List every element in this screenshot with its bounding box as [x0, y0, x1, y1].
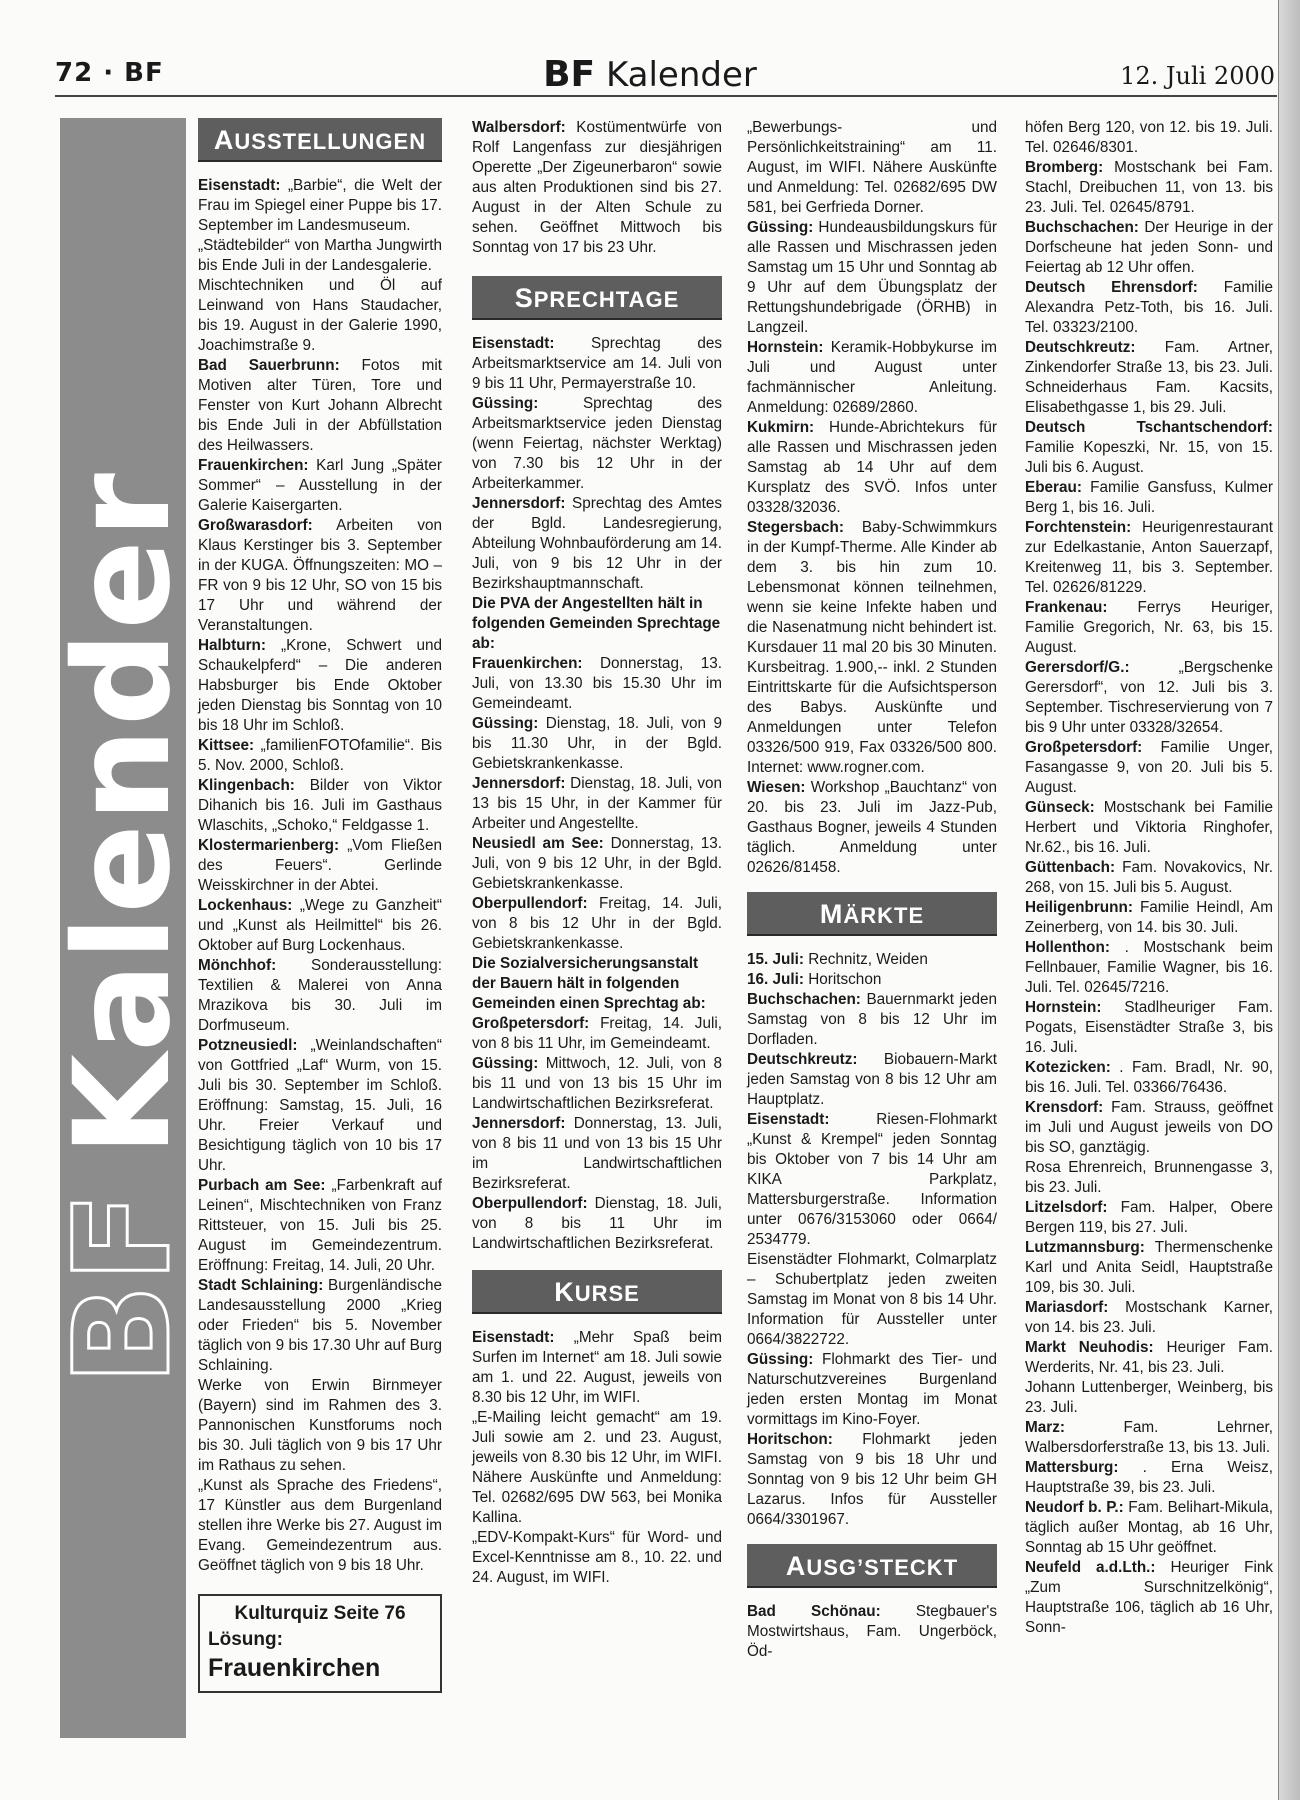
entry-text: Baby-Schwimmkurs in der Kumpf-Therme. Alle Kinder ab dem 3. bis hin zum 10. Lebensmonat können teilnehmen, wenn sie keine Infekte haben und die Nasenatmung nicht behindert ist. Kursdauer 11 mal 20 bis 30 Minuten. Kursbeitrag. 1.900,-- inkl. 2 Stunden Eintrittskarte für die Aufsichtsperson des Babys. Auskünfte und Anmeldungen unter Telefon 03326/500 919, Fax 03326/500 800. Internet: www.rogner.com. [747, 519, 997, 776]
entry-location: Oberpullendorf: [472, 1195, 588, 1212]
entry-text: Hundeausbildungskurs für alle Rassen und Mischrassen jeden Samstag um 15 Uhr und Sonntag ab 9 Uhr auf dem Übungsplatz der Rettungshundebrigade (ÖRHB) in Langzeil. [747, 219, 997, 336]
calendar-entry [747, 970, 997, 990]
entry-text: Familie Gansfuss, Kulmer Berg 1, bis 16. Juli. [1025, 479, 1273, 516]
calendar-entry [472, 1054, 722, 1114]
issue-date: 12. Juli 2000 [1120, 62, 1275, 90]
calendar-entry [472, 894, 722, 954]
entries-sprechtage [472, 334, 722, 594]
entry-location: 16. Juli: [747, 971, 804, 988]
calendar-entry [198, 776, 442, 836]
calendar-entry [1025, 598, 1273, 658]
calendar-entry [747, 218, 997, 338]
calendar-entry [198, 236, 442, 276]
entry-text: Mostschank bei Fam. Stachl, Dreibuchen 11, von 13. bis 23. Juli. Tel. 02645/8791. [1025, 159, 1273, 216]
sidebar-banner [46, 118, 200, 1738]
pva-heading: Die PVA der Angestellten hält in folgenden Gemeinden Sprechtage ab: [472, 595, 721, 652]
calendar-entry [1025, 1198, 1273, 1238]
calendar-entry [198, 456, 442, 516]
quiz-answer: Frauenkirchen [208, 1654, 381, 1682]
entry-location: Kukmirn: [747, 419, 815, 436]
entries-ausstellungen [198, 176, 442, 1576]
entry-text: „Vom Fließen des Feuers“. Gerlinde Weisskirchner in der Abtei. [198, 837, 442, 894]
calendar-entry [198, 356, 442, 456]
calendar-entry [1025, 738, 1273, 798]
calendar-entry [198, 1376, 442, 1476]
entry-text: Horitschon [803, 971, 882, 988]
calendar-entry [1025, 1158, 1273, 1198]
entry-location: Eisenstadt: [198, 177, 281, 194]
calendar-entry [1025, 858, 1273, 898]
entry-location: Großpetersdorf: [472, 1015, 590, 1032]
entry-text: Fotos mit Motiven alter Türen, Tore und Fenster von Kurt Johann Albrecht bis Ende Juli in der Abfüllstation des Heilwassers. [198, 357, 442, 454]
sidebar-vertical-title [46, 471, 200, 1385]
entry-text: Sonderausstellung: Textilien & Malerei von Anna Mrazikova bis 30. Juli im Dorfmuseum. [198, 957, 442, 1034]
entry-text: Fam. Lehrner, Walbersdorferstraße 13, bis 13. Juli. [1025, 1419, 1273, 1456]
calendar-entry [1025, 1298, 1273, 1338]
entry-location: Klostermarienberg: [198, 837, 340, 854]
entries-kurse [472, 1328, 722, 1588]
section-kurse: KURSE [472, 1270, 722, 1314]
calendar-entry [747, 990, 997, 1050]
entry-text: Burgenländische Landesausstellung 2000 „Krieg oder Frieden“ bis 5. November täglich von 9 bis 17.30 Uhr auf Burg Schlaining. [198, 1277, 442, 1374]
entry-location: Großpetersdorf: [1025, 739, 1143, 756]
calendar-entry [1025, 1558, 1273, 1638]
entry-text: „EDV-Kompakt-Kurs“ für Word- und Excel-Kenntnisse am 8., 10. 22. und 24. August, im WIFI. [472, 1529, 722, 1586]
calendar-entry [1025, 798, 1273, 858]
calendar-entry [1025, 518, 1273, 598]
entry-text: Heuriger Fink „Zum Surschnitzelkönig“, Hauptstraße 106, täglich ab 16 Uhr, Sonn- [1025, 1559, 1273, 1636]
calendar-entry [472, 774, 722, 834]
entry-text: Sprechtag des Arbeitsmarktservice am 14. Juli von 9 bis 11 Uhr, Permayerstraße 10. [472, 335, 722, 392]
entry-location: Marz: [1025, 1419, 1065, 1436]
entry-text: Mittwoch, 12. Juli, von 8 bis 11 und von 13 bis 15 Uhr im Landwirtschaftlichen Bezirksreferat. [472, 1055, 722, 1112]
calendar-entry [198, 736, 442, 776]
entry-text: Freitag, 14. Juli, von 8 bis 12 Uhr in der Bgld. Gebietskrankenkasse. [472, 895, 722, 952]
entry-location: Krensdorf: [1025, 1099, 1104, 1116]
entry-location: Neufeld a.d.Lth.: [1025, 1559, 1156, 1576]
entry-location: Neudorf b. P.: [1025, 1499, 1124, 1516]
entry-text: Familie Alexandra Petz-Toth, bis 16. Juli. Tel. 03323/2100. [1025, 279, 1273, 336]
calendar-entry [1025, 418, 1273, 478]
entry-location: Güssing: [472, 1055, 539, 1072]
entries-svb [472, 1014, 722, 1254]
entry-text: Rechnitz, Weiden [803, 951, 928, 968]
entry-location: Frankenau: [1025, 599, 1108, 616]
calendar-entry [1025, 1458, 1273, 1498]
entry-location: Buchschachen: [1025, 219, 1139, 236]
page-binding-edge [1278, 0, 1300, 1800]
entry-text: „Wege zu Ganzheit“ und „Kunst als Heilmittel“ bis 26. Oktober auf Burg Lockenhaus. [198, 897, 442, 954]
entry-text: höfen Berg 120, von 12. bis 19. Juli. Tel. 02646/8301. [1025, 119, 1273, 156]
calendar-entry [198, 1476, 442, 1576]
calendar-entry [198, 956, 442, 1036]
entry-location: Purbach am See: [198, 1177, 326, 1194]
calendar-entry [198, 176, 442, 236]
calendar-entry [472, 1194, 722, 1254]
entry-location: Hollenthon: [1025, 939, 1110, 956]
entries-pva [472, 654, 722, 954]
entry-text: Thermenschenke Karl und Anita Seidl, Hauptstraße 109, bis 30. Juli. [1025, 1239, 1273, 1296]
column-3 [747, 118, 997, 1662]
entry-text: Biobauern-Markt jeden Samstag von 8 bis 12 Uhr am Hauptplatz. [747, 1051, 997, 1108]
calendar-entry [1025, 118, 1273, 158]
calendar-entry [1025, 898, 1273, 938]
entry-location: Deutschkreutz: [747, 1051, 858, 1068]
calendar-entry [198, 1176, 442, 1276]
entry-location: Heiligenbrunn: [1025, 899, 1133, 916]
entry-text: Dienstag, 18. Juli, von 9 bis 11.30 Uhr, in der Bgld. Gebietskrankenkasse. [472, 715, 722, 772]
entry-text: Kostümentwürfe von Rolf Langenfass zur diesjährigen Operette „Der Zigeunerbaron“ sowie aus alten Produktionen sind bis 27. August in der Alten Schule zu sehen. Geöffnet Mittwoch bis Sonntag von 17 bis 23 Uhr. [472, 119, 722, 256]
entry-text: Fam. Novakovics, Nr. 268, von 15. Juli bis 5. August. [1025, 859, 1273, 896]
entry-location: Wiesen: [747, 779, 806, 796]
entry-location: Gerersdorf/G.: [1025, 659, 1130, 676]
entry-text: . Erna Weisz, Hauptstraße 39, bis 23. Juli. [1025, 1459, 1273, 1496]
entry-location: Litzelsdorf: [1025, 1199, 1108, 1216]
page-header [0, 0, 1300, 100]
entry-text: Bauernmarkt jeden Samstag von 8 bis 12 Uhr im Dorfladen. [747, 991, 997, 1048]
entry-location: Großwarasdorf: [198, 517, 313, 534]
entry-location: Eisenstadt: [472, 1329, 555, 1346]
calendar-entry [198, 516, 442, 636]
entry-location: Kotezicken: [1025, 1059, 1111, 1076]
calendar-entry [747, 118, 997, 218]
calendar-entry [472, 118, 722, 258]
entry-text: Familie Heindl, Am Zeinerberg, von 14. bis 30. Juli. [1025, 899, 1273, 936]
entries-walbersdorf [472, 118, 722, 258]
entry-text: Workshop „Bauchtanz“ von 20. bis 23. Juli im Jazz-Pub, Gasthaus Bogner, jeweils 4 Stunden täglich. Anmeldung unter 02626/81458. [747, 779, 997, 876]
entry-location: Deutsch Tschantschendorf: [1025, 419, 1273, 436]
calendar-entry [747, 1350, 997, 1430]
calendar-entry [747, 1602, 997, 1662]
page-number: 72 · BF [55, 58, 164, 88]
calendar-entry [747, 1110, 997, 1250]
entry-text: Heuriger Fam. Werderits, Nr. 41, bis 23. Juli. [1025, 1339, 1273, 1376]
column-2 [472, 118, 722, 1588]
calendar-entry [1025, 338, 1273, 418]
entry-location: Oberpullendorf: [472, 895, 588, 912]
calendar-entry [472, 654, 722, 714]
entry-location: Kittsee: [198, 737, 255, 754]
entry-text: . Fam. Bradl, Nr. 90, bis 16. Juli. Tel. 03366/76436. [1025, 1059, 1273, 1096]
entry-location: Güssing: [472, 395, 539, 412]
calendar-entry [1025, 1098, 1273, 1158]
entry-location: Klingenbach: [198, 777, 295, 794]
entry-location: Frauenkirchen: [472, 655, 583, 672]
entry-text: Eisenstädter Flohmarkt, Colmarplatz – Schubertplatz jeden zweiten Samstag im Monat von 8 bis 14 Uhr. Information für Aussteller unter 0664/3822722. [747, 1251, 997, 1348]
entry-location: Eisenstadt: [472, 335, 555, 352]
entry-text: Heurigenrestaurant zur Edelkastanie, Anton Sauerzapf, Kreitenweg 11, bis 3. September. Tel. 02626/81229. [1025, 519, 1273, 596]
entry-text: Mostschank bei Familie Herbert und Viktoria Ringhofer, Nr.62., bis 16. Juli. [1025, 799, 1273, 856]
entry-text: Flohmarkt des Tier- und Naturschutzvereines Burgenland jeden ersten Montag im Monat vormittags im Kino-Foyer. [747, 1351, 997, 1428]
entry-text: Freitag, 14. Juli, von 8 bis 11 Uhr, im Gemeindeamt. [472, 1015, 722, 1052]
entries-ausgsteckt-cont [1025, 118, 1273, 1638]
entry-location: Mariasdorf: [1025, 1299, 1109, 1316]
column-4 [1025, 118, 1273, 1638]
calendar-entry [747, 418, 997, 518]
calendar-entry [747, 1430, 997, 1530]
entry-location: Hornstein: [747, 339, 824, 356]
entry-text: Rosa Ehrenreich, Brunnengasse 3, bis 23. Juli. [1025, 1159, 1273, 1196]
entry-location: Eisenstadt: [747, 1111, 830, 1128]
entry-text: Mischtechniken und Öl auf Leinwand von Hans Staudacher, bis 19. August in der Galerie 1990, Joachimstraße 9. [198, 277, 442, 354]
entry-location: Lutzmannsburg: [1025, 1239, 1145, 1256]
entry-text: „Krone, Schwert und Schaukelpferd“ – Die anderen Habsburger bis Ende Oktober jeden Dienstag bis Sonntag von 10 bis 18 Uhr im Schloß. [198, 637, 442, 734]
quiz-label: Lösung: [208, 1629, 283, 1650]
entry-text: Ferrys Heuriger, Familie Gregorich, Nr. 63, bis 15. August. [1025, 599, 1273, 656]
calendar-entry [1025, 1338, 1273, 1378]
entry-text: Werke von Erwin Birnmeyer (Bayern) sind im Rahmen des 3. Pannonischen Kunstforums noch bis 30. Juli täglich von 9 bis 17 Uhr im Rathaus zu sehen. [198, 1377, 442, 1474]
calendar-entry [1025, 1418, 1273, 1458]
entry-text: Fam. Halper, Obere Bergen 119, bis 27. Juli. [1025, 1199, 1273, 1236]
entry-location: Buchschachen: [747, 991, 861, 1008]
section-maerkte: MÄRKTE [747, 892, 997, 936]
entry-location: Güssing: [472, 715, 539, 732]
calendar-entry [1025, 1238, 1273, 1298]
entry-location: Günseck: [1025, 799, 1095, 816]
calendar-entry [472, 394, 722, 494]
kulturquiz-box [198, 1594, 442, 1693]
calendar-entry [1025, 1058, 1273, 1098]
entry-text: „familienFOTOfamilie“. Bis 5. Nov. 2000, Schloß. [198, 737, 442, 774]
calendar-entry [747, 518, 997, 778]
entry-location: Mönchhof: [198, 957, 277, 974]
entry-location: Stadt Schlaining: [198, 1277, 324, 1294]
sidebar-bf-logo: BF [46, 1190, 200, 1385]
entry-text: Dienstag, 18. Juli, von 13 bis 15 Uhr, in der Kammer für Arbeiter und Angestellte. [472, 775, 722, 832]
calendar-entry [1025, 1498, 1273, 1558]
calendar-entry [1025, 1378, 1273, 1418]
entry-location: Lockenhaus: [198, 897, 293, 914]
entry-text: „E-Mailing leicht gemacht“ am 19. Juli sowie am 2. und 23. August, jeweils von 8.30 bis 12 Uhr, im WIFI. Nähere Auskünfte und Anmeldung: Tel. 02682/695 DW 563, bei Monika Kallina. [472, 1409, 722, 1526]
entry-text: „Städtebilder“ von Martha Jungwirth bis Ende Juli in der Landesgalerie. [198, 237, 442, 274]
entry-location: Mattersburg: [1025, 1459, 1119, 1476]
calendar-entry [198, 1036, 442, 1176]
entry-location: Neusiedl am See: [472, 835, 604, 852]
entry-text: Donnerstag, 13. Juli, von 8 bis 11 und von 13 bis 15 Uhr im Landwirtschaftlichen Bezirksreferat. [472, 1115, 722, 1192]
calendar-entry [747, 950, 997, 970]
entry-text: Riesen-Flohmarkt „Kunst & Krempel“ jeden Sonntag bis Oktober von 7 bis 14 Uhr am KIKA Parkplatz, Mattersburgerstraße. Information unter 0676/3153060 oder 0664/ 2534779. [747, 1111, 997, 1248]
entry-location: Markt Neuhodis: [1025, 1339, 1154, 1356]
header-rule [55, 95, 1277, 97]
entry-location: Güttenbach: [1025, 859, 1116, 876]
entry-text: „Mehr Spaß beim Surfen im Internet“ am 18. Juli sowie am 1. und 22. August, jeweils von 8.30 bis 12 Uhr, im WIFI. [472, 1329, 722, 1406]
calendar-entry [1025, 478, 1273, 518]
calendar-entry [1025, 218, 1273, 278]
entry-text: Karl Jung „Später Sommer“ – Ausstellung in der Galerie Kaisergarten. [198, 457, 442, 514]
entry-text: „Barbie“, die Welt der Frau im Spiegel einer Puppe bis 17. September im Landesmuseum. [198, 177, 442, 234]
section-ausstellungen: AUSSTELLUNGEN [198, 118, 442, 162]
entries-ausgsteckt [747, 1602, 997, 1662]
entry-text: Sprechtag des Arbeitsmarktservice jeden Dienstag (wenn Feiertag, nächster Werktag) von 7.30 bis 12 Uhr in der Arbeiterkammer. [472, 395, 722, 492]
section-sprechtage: SPRECHTAGE [472, 276, 722, 320]
entry-text: Bilder von Viktor Dihanich bis 16. Juli im Gasthaus Wlaschits, „Schoko,“ Feldgasse 1. [198, 777, 442, 834]
calendar-entry [747, 338, 997, 418]
calendar-entry [472, 714, 722, 774]
entry-location: Deutsch Ehrensdorf: [1025, 279, 1198, 296]
calendar-entry [1025, 938, 1273, 998]
entry-text: Donnerstag, 13. Juli, von 13.30 bis 15.30 Uhr im Gemeindeamt. [472, 655, 722, 712]
calendar-entry [1025, 998, 1273, 1058]
entry-location: Bad Sauerbrunn: [198, 357, 340, 374]
entry-text: Flohmarkt jeden Samstag von 9 bis 18 Uhr und Sonntag von 9 bis 12 Uhr beim GH Lazarus. Infos für Aussteller 0664/3301967. [747, 1431, 997, 1528]
calendar-entry [747, 1050, 997, 1110]
entry-location: 15. Juli: [747, 951, 804, 968]
calendar-entry [472, 1408, 722, 1528]
entry-text: Mostschank Karner, von 14. bis 23. Juli. [1025, 1299, 1273, 1336]
entry-text: Fam. Belihart-Mikula, täglich außer Montag, ab 16 Uhr, Sonntag ab 15 Uhr geöffnet. [1025, 1499, 1273, 1556]
entry-location: Halbturn: [198, 637, 266, 654]
entry-text: Stegbauer's Mostwirtshaus, Fam. Ungerböck, Öd- [747, 1603, 997, 1660]
entry-location: Potzneusiedl: [198, 1037, 298, 1054]
entry-location: Stegersbach: [747, 519, 844, 536]
calendar-entry [747, 1250, 997, 1350]
calendar-entry [472, 334, 722, 394]
entry-text: „Kunst als Sprache des Friedens“, 17 Künstler aus dem Burgenland stellen ihre Werke bis 27. August im Evang. Gemeindezentrum aus. Geöffnet täglich von 9 bis 18 Uhr. [198, 1477, 442, 1574]
calendar-entry [198, 636, 442, 736]
entry-text: „Bewerbungs- und Persönlichkeitstraining“ am 11. August, im WIFI. Nähere Auskünfte und Anmeldung: Tel. 02682/695 DW 581, bei Gerfrieda Dorner. [747, 119, 997, 216]
column-1 [198, 118, 442, 1693]
entry-text: Johann Luttenberger, Weinberg, bis 23. Juli. [1025, 1379, 1273, 1416]
calendar-entry [1025, 158, 1273, 218]
entry-text: Stadlheuriger Fam. Pogats, Eisenstädter Straße 3, bis 16. Juli. [1025, 999, 1273, 1056]
calendar-entry [472, 1014, 722, 1054]
sidebar-word: Kalender [46, 471, 200, 1157]
entry-text: Der Heurige in der Dorfscheune hat jeden Sonn- und Feiertag ab 12 Uhr offen. [1025, 219, 1273, 276]
entry-location: Horitschon: [747, 1431, 833, 1448]
calendar-entry [198, 836, 442, 896]
quiz-solution [208, 1626, 432, 1685]
entries-maerkte [747, 950, 997, 1530]
entry-location: Jennersdorf: [472, 775, 566, 792]
entry-text: „Farbenkraft auf Leinen“, Mischtechniken von Franz Rittsteuer, von 15. Juli bis 25. August im Gemeindezentrum. Eröffnung: Freitag, 14. Juli, 20 Uhr. [198, 1177, 443, 1274]
calendar-entry [747, 778, 997, 878]
entry-text: Dienstag, 18. Juli, von 8 bis 11 Uhr im Landwirtschaftlichen Bezirksreferat. [472, 1195, 722, 1252]
calendar-entry [472, 1528, 722, 1588]
entry-text: Sprechtag des Amtes der Bgld. Landesregierung, Abteilung Wohnbauförderung am 14. Juli, von 9 bis 12 Uhr in der Bezirkshauptmannschaft. [472, 495, 722, 592]
entry-location: Forchtenstein: [1025, 519, 1132, 536]
calendar-entry [472, 1114, 722, 1194]
calendar-entry [198, 276, 442, 356]
entry-text: . Mostschank beim Fellnbauer, Familie Wagner, bis 16. Juli. Tel. 02645/7216. [1025, 939, 1273, 996]
calendar-entry [1025, 278, 1273, 338]
entry-location: Deutschkreutz: [1025, 339, 1136, 356]
entry-location: Jennersdorf: [472, 495, 566, 512]
calendar-entry [472, 1328, 722, 1408]
quiz-title: Kulturquiz Seite 76 [234, 1603, 406, 1624]
entry-location: Güssing: [747, 219, 814, 236]
entry-text: Arbeiten von Klaus Kerstinger bis 3. September in der KUGA. Öffnungszeiten: MO – FR von 9 bis 12 Uhr, SO von 15 bis 17 Uhr und während der Veranstaltungen. [198, 517, 442, 634]
calendar-entry [1025, 658, 1273, 738]
masthead-logo: BF [543, 54, 596, 95]
calendar-entry [198, 896, 442, 956]
entry-location: Bad Schönau: [747, 1603, 881, 1620]
masthead-title: Kalender [605, 55, 757, 95]
svb-heading: Die Sozialversicherungsanstalt der Bauern hält in folgenden Gemeinden einen Sprechtag ab: [472, 955, 706, 1012]
entry-text: Familie Kopeszki, Nr. 15, von 15. Juli bis 6. August. [1025, 439, 1273, 476]
entry-text: Keramik-Hobbykurse im Juli und August unter fachmännischer Anleitung. Anmeldung: 02689/2860. [747, 339, 997, 416]
entry-text: Fam. Strauss, geöffnet im Juli und August jeweils von DO bis SO, ganztägig. [1025, 1099, 1273, 1156]
entry-location: Jennersdorf: [472, 1115, 566, 1132]
entry-text: Familie Unger, Fasangasse 9, von 20. Juli bis 5. August. [1025, 739, 1273, 796]
entry-location: Eberau: [1025, 479, 1082, 496]
entries-kurse-cont [747, 118, 997, 878]
calendar-entry [198, 1276, 442, 1376]
section-ausgsteckt: AUSG’STECKT [747, 1544, 997, 1588]
calendar-entry [472, 494, 722, 594]
entry-location: Walbersdorf: [472, 119, 566, 136]
masthead [0, 54, 1300, 95]
calendar-entry [472, 834, 722, 894]
entry-text: „Bergschenke Gerersdorf“, von 12. Juli bis 3. September. Tischreservierung von 7 bis 9 Uhr unter 03328/32654. [1025, 659, 1273, 736]
entry-text: Hunde-Abrichtekurs für alle Rassen und Mischrassen jeden Samstag ab 14 Uhr auf dem Kursplatz des SVÖ. Infos unter 03328/32036. [747, 419, 997, 516]
entry-location: Frauenkirchen: [198, 457, 309, 474]
entry-text: Donnerstag, 13. Juli, von 9 bis 12 Uhr, in der Bgld. Gebietskrankenkasse. [472, 835, 722, 892]
entry-location: Hornstein: [1025, 999, 1102, 1016]
entry-text: Fam. Artner, Zinkendorfer Straße 13, bis 23. Juli. Schneiderhaus Fam. Kacsits, Elisabethgasse 1, bis 29. Juli. [1025, 339, 1273, 416]
entry-location: Bromberg: [1025, 159, 1104, 176]
entry-location: Güssing: [747, 1351, 814, 1368]
entry-text: „Weinlandschaften“ von Gottfried „Laf“ Wurm, von 15. Juli bis 30. September im Schloß. Eröffnung: Samstag, 15. Juli, 16 Uhr. Freier Verkauf und Besichtigung täglich von 10 bis 17 Uhr. [198, 1037, 442, 1174]
